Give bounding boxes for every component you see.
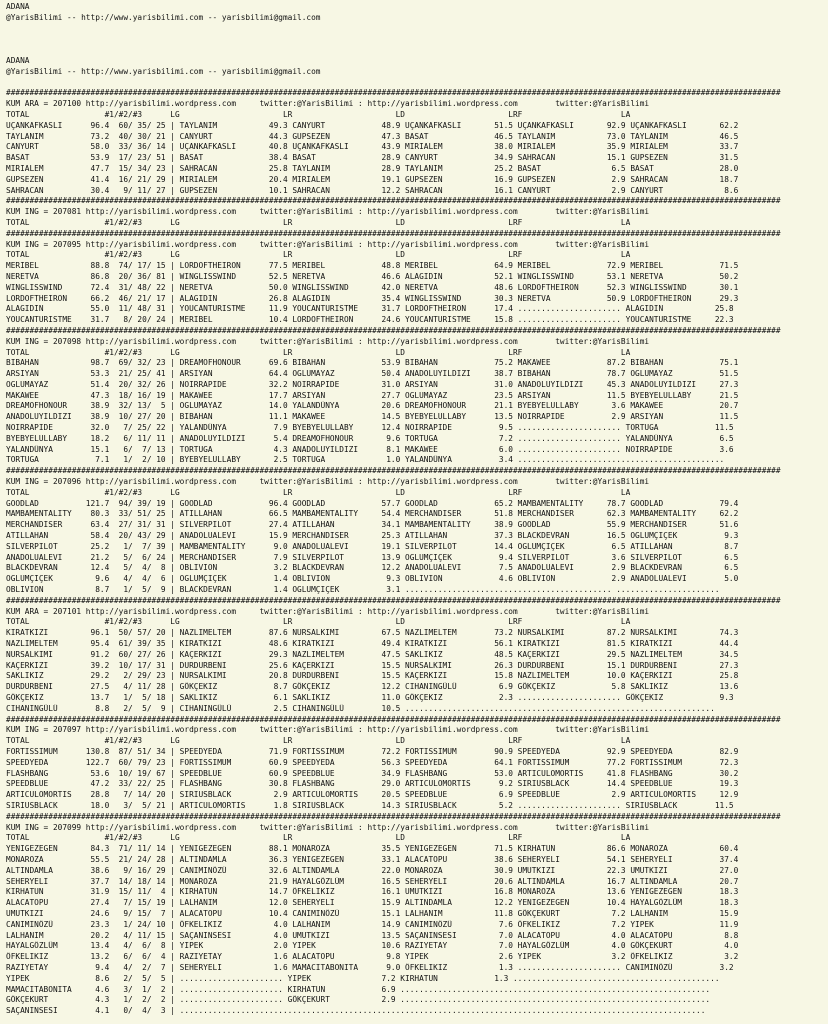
table-row: MERCHANDISER 63.4 27/ 31/ 31 | SILVERPILOT 27.4 ATILLAHAN 34.1 MAMBAMENTALITY 38.9 GOODLAD 55.9 MERCHANDISER 51.6 xyxy=(6,520,739,530)
table-row: TORTUGA 7.1 1/ 2/ 10 | BYEBYELULLABY 2.5 TORTUGA 1.0 YALANDÜNYA 3.4 ............................................ xyxy=(6,455,725,465)
table-row: BIBAHAN 98.7 69/ 32/ 23 | DREAMOFHONOUR 69.6 BIBAHAN 53.9 BIBAHAN 75.2 MAKAWEE 87.2 BIBAHAN 75.1 xyxy=(6,358,739,368)
table-row: GUPSEZEN 41.4 16/ 21/ 29 | MIRIALEM 20.4 MIRIALEM 19.1 GUPSEZEN 16.9 GUPSEZEN 2.9 SAHRACAN 18.7 xyxy=(6,174,739,184)
race-header: KUM ING = 207081 http://yarisbilimi.wordpress.com twitter:@YarisBilimi : http://yarisbilimi.wordpress.com twitter:@YarisBilimi xyxy=(6,207,650,217)
column-header-row: TOTAL #1/#2/#3 LG LR LD LRF LA xyxy=(6,250,631,260)
table-row: GOODLAD 121.7 94/ 39/ 19 | GOODLAD 96.4 GOODLAD 57.7 GOODLAD 65.2 MAMBAMENTALITY 78.7 GOODLAD 79.4 xyxy=(6,498,739,508)
table-row: NOIRRAPIDE 32.0 7/ 25/ 22 | YALANDÜNYA 7.9 BYEBYELULLABY 12.4 NOIRRAPIDE 9.5 ...................... TORTUGA 11.5 xyxy=(6,423,734,433)
race-header: KUM ARA = 207101 http://yarisbilimi.wordpress.com twitter:@YarisBilimi : http://yarisbilimi.wordpress.com twitter:@YarisBilimi xyxy=(6,606,650,616)
table-row: DREAMOFHONOUR 38.9 32/ 13/ 5 | OGLUMAYAZ 14.0 YALANDÜNYA 20.6 DREAMOFHONOUR 21.1 BYEBYELULLABY 3.6 MAKAWEE 20.7 xyxy=(6,401,739,411)
table-row: SAÇANINSESI 4.1 0/ 4/ 3 | ................................................................................................................ xyxy=(6,1006,706,1016)
city-title: ADANA xyxy=(6,55,30,65)
table-row: MERIBEL 88.8 74/ 17/ 15 | LORDOFTHEIRON 77.5 MERIBEL 48.8 MERIBEL 64.9 MERIBEL 72.9 MERIBEL 71.5 xyxy=(6,261,739,271)
race-header: KUM ING = 207095 http://yarisbilimi.wordpress.com twitter:@YarisBilimi : http://yarisbilimi.wordpress.com twitter:@YarisBilimi xyxy=(6,239,650,249)
table-row: NURSALKIMI 91.2 60/ 27/ 26 | KAÇERKIZI 29.3 NAZLIMELTEM 47.5 SAKLIKIZ 48.5 KAÇERKIZI 29.5 NAZLIMELTEM 34.5 xyxy=(6,649,739,659)
table-row: KIRHATUN 31.9 15/ 11/ 4 | KIRHATUN 14.7 ÖFKELIKIZ 16.1 UMUTKIZI 16.8 MONAROZA 13.6 YENIGEZEGEN 18.3 xyxy=(6,887,739,897)
table-row: ALTINDAMLA 38.6 9/ 16/ 29 | CANIMINÖZÜ 32.6 ALTINDAMLA 22.0 MONAROZA 30.9 UMUTKIZI 22.3 UMUTKIZI 27.0 xyxy=(6,865,739,875)
race-header: KUM ARA = 207100 http://yarisbilimi.wordpress.com twitter:@YarisBilimi : http://yarisbilimi.wordpress.com twitter:@YarisBilimi xyxy=(6,99,650,109)
blank-line xyxy=(6,34,828,45)
table-row: GÖKÇEKURT 4.3 1/ 2/ 2 | ...................... GÖKÇEKURT 2.9 .................................................................. xyxy=(6,995,711,1005)
table-row: YOUCANTURISTME 31.7 8/ 20/ 24 | MERIBEL 10.4 LORDOFTHEIRON 24.6 YOUCANTURISTME 15.8 ...................... YOUCANTURISTME 22.3 xyxy=(6,315,734,325)
blank-line xyxy=(6,78,828,89)
table-row: OGLUMÇIÇEK 9.6 4/ 4/ 6 | OGLUMÇIÇEK 1.4 OBLIVION 9.3 OBLIVION 4.6 OBLIVION 2.9 ANADOLUALEVI 5.0 xyxy=(6,574,739,584)
race-header: KUM ING = 207099 http://yarisbilimi.wordpress.com twitter:@YarisBilimi : http://yarisbilimi.wordpress.com twitter:@YarisBilimi xyxy=(6,822,650,832)
table-row: ANADOLUALEVI 21.2 5/ 6/ 24 | MERCHANDISER 7.9 SILVERPILOT 13.9 OGLUMÇIÇEK 9.4 SILVERPILOT 3.6 SILVERPILOT 6.5 xyxy=(6,552,739,562)
table-row: SPEEDYEDA 122.7 60/ 79/ 23 | FORTISSIMUM 60.9 SPEEDYEDA 56.3 SPEEDYEDA 64.1 FORTISSIMUM 77.2 FORTISSIMUM 72.3 xyxy=(6,757,739,767)
table-row: NAZLIMELTEM 95.4 61/ 39/ 35 | KIRATKIZI 48.6 KIRATKIZI 49.4 KIRATKIZI 56.1 KIRATKIZI 81.5 KIRATKIZI 44.4 xyxy=(6,639,739,649)
section-divider: ##################################################################################################################################################################### xyxy=(6,196,781,206)
table-row: BYEBYELULLABY 18.2 6/ 11/ 11 | ANADOLUYILDIZI 5.4 DREAMOFHONOUR 9.6 TORTUGA 7.2 ...................... YALANDÜNYA 6.5 xyxy=(6,433,734,443)
table-row: ARSIYAN 53.3 21/ 25/ 41 | ARSIYAN 64.4 OGLUMAYAZ 50.4 ANADOLUYILDIZI 38.7 BIBAHAN 78.7 OGLUMAYAZ 51.5 xyxy=(6,369,739,379)
table-row: MAMBAMENTALITY 80.3 33/ 51/ 25 | ATILLAHAN 66.5 MAMBAMENTALITY 54.4 MERCHANDISER 51.8 MERCHANDISER 62.3 MAMBAMENTALITY 62.2 xyxy=(6,509,739,519)
table-row: HAYALGÖZLÜM 13.4 4/ 6/ 8 | YIPEK 2.0 YIPEK 10.6 RAZIYETAY 7.0 HAYALGÖZLÜM 4.0 GÖKÇEKURT 4.0 xyxy=(6,941,739,951)
table-row: ÖFKELIKIZ 13.2 6/ 6/ 4 | RAZIYETAY 1.6 ALACATOPU 9.8 YIPEK 2.6 YIPEK 3.2 ÖFKELIKIZ 3.2 xyxy=(6,952,739,962)
section-divider: ##################################################################################################################################################################### xyxy=(6,811,781,821)
table-row: YALANDÜNYA 15.1 6/ 7/ 13 | TORTUGA 4.3 ANADOLUYILDIZI 8.1 MAKAWEE 6.0 ...................... NOIRRAPIDE 3.6 xyxy=(6,444,734,454)
column-header-row: TOTAL #1/#2/#3 LG LR LD LRF LA xyxy=(6,217,631,227)
section-divider: ##################################################################################################################################################################### xyxy=(6,595,781,605)
table-row: SIRIUSBLACK 18.0 3/ 5/ 21 | ARTICULOMORTIS 1.8 SIRIUSBLACK 14.3 SIRIUSBLACK 5.2 ...................... SIRIUSBLACK 11.5 xyxy=(6,800,734,810)
column-header-row: TOTAL #1/#2/#3 LG LR LD LRF LA xyxy=(6,736,631,746)
table-row: YIPEK 8.6 2/ 5/ 5 | ...................... YIPEK 7.2 KIRHATUN 1.3 ............................................ xyxy=(6,973,720,983)
table-row: KAÇERKIZI 39.2 10/ 17/ 31 | DURDURBENI 25.6 KAÇERKIZI 15.5 NURSALKIMI 26.3 DURDURBENI 15.1 DURDURBENI 27.3 xyxy=(6,660,739,670)
table-row: FORTISSIMUM 130.8 87/ 51/ 34 | SPEEDYEDA 71.9 FORTISSIMUM 72.2 FORTISSIMUM 90.9 SPEEDYEDA 92.9 SPEEDYEDA 82.9 xyxy=(6,746,739,756)
blank-line xyxy=(6,24,828,35)
table-row: ALACATOPU 27.4 7/ 15/ 19 | LALHANIM 12.0 SEHERYELI 15.9 ALTINDAMLA 12.2 YENIGEZEGEN 10.4 HAYALGÖZLÜM 18.3 xyxy=(6,898,739,908)
table-row: DURDURBENI 27.5 4/ 11/ 28 | GÖKÇEKIZ 8.7 GÖKÇEKIZ 12.2 CIHANINGÜLÜ 6.9 GÖKÇEKIZ 5.8 SAKLIKIZ 13.6 xyxy=(6,682,739,692)
blank-line xyxy=(6,45,828,56)
table-row: LALHANIM 20.2 4/ 11/ 15 | SAÇANINSESI 4.0 UMUTKIZI 13.5 SAÇANINSESI 7.0 ALACATOPU 4.0 ALACATOPU 8.8 xyxy=(6,930,739,940)
table-row: MAMACITABONITA 4.6 3/ 1/ 2 | ...................... KIRHATUN 6.9 .................................................................. xyxy=(6,984,711,994)
column-header-row: TOTAL #1/#2/#3 LG LR LD LRF LA xyxy=(6,833,631,843)
race-header: KUM ING = 207096 http://yarisbilimi.wordpress.com twitter:@YarisBilimi : http://yarisbilimi.wordpress.com twitter:@YarisBilimi xyxy=(6,477,650,487)
table-row: UÇANKAFKASLI 96.4 60/ 35/ 25 | TAYLANIM 49.3 CANYURT 48.9 UÇANKAFKASLI 51.5 UÇANKAFKASLI 92.9 UÇANKAFKASLI 62.2 xyxy=(6,120,739,130)
race-header: KUM ING = 207097 http://yarisbilimi.wordpress.com twitter:@YarisBilimi : http://yarisbilimi.wordpress.com twitter:@YarisBilimi xyxy=(6,725,650,735)
table-row: CANYURT 58.0 33/ 36/ 14 | UÇANKAFKASLI 40.8 UÇANKAFKASLI 43.9 MIRIALEM 38.0 MIRIALEM 35.9 MIRIALEM 33.7 xyxy=(6,142,739,152)
table-row: GÖKÇEKIZ 13.7 1/ 5/ 18 | SAKLIKIZ 6.1 SAKLIKIZ 11.0 GÖKÇEKIZ 2.3 ...................... GÖKÇEKIZ 9.3 xyxy=(6,693,734,702)
table-row: OGLUMAYAZ 51.4 20/ 32/ 26 | NOIRRAPIDE 32.2 NOIRRAPIDE 31.0 ARSIYAN 31.0 ANADOLUYILDIZI 45.3 ANADOLUYILDIZI 27.3 xyxy=(6,379,739,389)
table-row: CIHANINGÜLÜ 8.8 2/ 5/ 9 | CIHANINGÜLÜ 2.5 CIHANINGÜLÜ 10.5 .................................................................. xyxy=(6,703,715,713)
table-row: WINGLISSWIND 72.4 31/ 48/ 22 | NERETVA 50.0 WINGLISSWIND 42.0 NERETVA 48.6 LORDOFTHEIRON 52.3 WINGLISSWIND 30.1 xyxy=(6,282,739,292)
table-row: NERETVA 86.8 20/ 36/ 81 | WINGLISSWIND 52.5 NERETVA 46.6 ALAGIDIN 52.1 WINGLISSWIND 53.1 NERETVA 50.2 xyxy=(6,271,739,281)
table-row: CANIMINÖZÜ 23.3 1/ 24/ 10 | ÖFKELIKIZ 4.0 LALHANIM 14.9 CANIMINÖZÜ 7.6 ÖFKELIKIZ 7.2 YIPEK 11.9 xyxy=(6,919,739,929)
table-row: BASAT 53.9 17/ 23/ 51 | BASAT 38.4 BASAT 28.9 CANYURT 34.9 SAHRACAN 15.1 GUPSEZEN 31.5 xyxy=(6,153,739,163)
contact-line: @YarisBilimi -- http://www.yarisbilimi.com -- yarisbilimi@gmail.com xyxy=(6,66,321,76)
table-row: LORDOFTHEIRON 66.2 46/ 21/ 17 | ALAGIDIN 26.8 ALAGIDIN 35.4 WINGLISSWIND 30.3 NERETVA 50.9 LORDOFTHEIRON 29.3 xyxy=(6,293,739,303)
table-row: KIRATKIZI 96.1 50/ 57/ 20 | NAZLIMELTEM 87.6 NURSALKIMI 67.5 NAZLIMELTEM 73.2 NURSALKIMI 87.2 NURSALKIMI 74.3 xyxy=(6,628,739,638)
section-divider: ##################################################################################################################################################################### xyxy=(6,88,781,98)
section-divider: ##################################################################################################################################################################### xyxy=(6,714,781,724)
table-row: SILVERPILOT 25.2 1/ 7/ 39 | MAMBAMENTALITY 9.0 ANADOLUALEVI 19.1 SILVERPILOT 14.4 OGLUMÇIÇEK 6.5 ATILLAHAN 8.7 xyxy=(6,541,739,551)
column-header-row: TOTAL #1/#2/#3 LG LR LD LRF LA xyxy=(6,109,631,119)
table-row: UMUTKIZI 24.6 9/ 15/ 7 | ALACATOPU 10.4 CANIMINÖZÜ 15.1 LALHANIM 11.8 GÖKÇEKURT 7.2 LALHANIM 15.9 xyxy=(6,908,739,918)
table-row: SAHRACAN 30.4 9/ 11/ 27 | GUPSEZEN 10.1 SAHRACAN 12.2 SAHRACAN 16.1 CANYURT 2.9 CANYURT 8.6 xyxy=(6,185,739,195)
table-row: ARTICULOMORTIS 28.8 7/ 14/ 20 | SIRIUSBLACK 2.9 ARTICULOMORTIS 20.5 SPEEDBLUE 6.9 SPEEDBLUE 2.9 ARTICULOMORTIS 12.9 xyxy=(6,790,739,800)
table-row: FLASHBANG 53.6 10/ 19/ 67 | SPEEDBLUE 60.9 SPEEDBLUE 34.9 FLASHBANG 53.0 ARTICULOMORTIS 41.8 FLASHBANG 30.2 xyxy=(6,768,739,778)
section-divider: ##################################################################################################################################################################### xyxy=(6,228,781,238)
table-row: ALAGIDIN 55.0 11/ 48/ 31 | YOUCANTURISTME 11.9 YOUCANTURISTME 31.7 LORDOFTHEIRON 17.4 ...................... ALAGIDIN 25.8 xyxy=(6,304,734,314)
table-row: TAYLANIM 73.2 40/ 30/ 21 | CANYURT 44.3 GUPSEZEN 47.3 BASAT 46.5 TAYLANIM 73.0 TAYLANIM 46.5 xyxy=(6,131,739,141)
column-header-row: TOTAL #1/#2/#3 LG LR LD LRF LA xyxy=(6,617,631,627)
section-divider: ##################################################################################################################################################################### xyxy=(6,466,781,476)
table-row: ANADOLUYILDIZI 38.9 10/ 27/ 20 | BIBAHAN 11.1 MAKAWEE 14.5 BYEBYELULLABY 13.5 NOIRRAPIDE 2.9 ARSIYAN 11.5 xyxy=(6,412,739,422)
table-row: SAKLIKIZ 29.2 2/ 29/ 23 | NURSALKIMI 20.8 DURDURBENI 15.5 KAÇERKIZI 15.8 NAZLIMELTEM 10.0 KAÇERKIZI 25.8 xyxy=(6,671,739,681)
table-row: SEHERYELI 37.7 14/ 18/ 14 | MONAROZA 21.9 HAYALGÖZLÜM 16.5 SEHERYELI 20.6 ALTINDAMLA 16.7 ALTINDAMLA 20.7 xyxy=(6,876,739,886)
section-divider: ##################################################################################################################################################################### xyxy=(6,325,781,335)
column-header-row: TOTAL #1/#2/#3 LG LR LD LRF LA xyxy=(6,347,631,357)
city-title: ADANA xyxy=(6,2,30,11)
table-row: ATILLAHAN 58.4 20/ 43/ 29 | ANADOLUALEVI 15.9 MERCHANDISER 25.3 ATILLAHAN 37.3 BLACKDEVRAN 16.5 OGLUMÇIÇEK 9.3 xyxy=(6,531,739,541)
table-row: MIRIALEM 47.7 15/ 34/ 23 | SAHRACAN 25.8 TAYLANIM 28.9 TAYLANIM 25.2 BASAT 6.5 BASAT 28.0 xyxy=(6,163,739,173)
table-row: BLACKDEVRAN 12.4 5/ 4/ 8 | OBLIVION 3.2 BLACKDEVRAN 12.2 ANADOLUALEVI 7.5 ANADOLUALEVI 2.9 BLACKDEVRAN 6.5 xyxy=(6,563,739,573)
race-header: KUM ING = 207098 http://yarisbilimi.wordpress.com twitter:@YarisBilimi : http://yarisbilimi.wordpress.com twitter:@YarisBilimi xyxy=(6,336,650,346)
table-row: OBLIVION 8.7 1/ 5/ 9 | BLACKDEVRAN 1.4 OGLUMÇIÇEK 3.1 ............................................ ...................... xyxy=(6,585,720,595)
table-row: MAKAWEE 47.3 18/ 16/ 19 | MAKAWEE 17.7 ARSIYAN 27.7 OGLUMAYAZ 23.5 ARSIYAN 11.5 BYEBYELULLABY 21.5 xyxy=(6,390,739,400)
table-row: RAZIYETAY 9.4 4/ 2/ 7 | SEHERYELI 1.6 MAMACITABONITA 9.0 ÖFKELIKIZ 1.3 ...................... CANIMINÖZÜ 3.2 xyxy=(6,962,734,972)
table-row: SPEEDBLUE 47.2 33/ 22/ 25 | FLASHBANG 30.8 FLASHBANG 29.0 ARTICULOMORTIS 9.2 SIRIUSBLACK 14.4 SPEEDBLUE 19.3 xyxy=(6,779,739,789)
table-row: MONAROZA 55.5 21/ 24/ 28 | ALTINDAMLA 36.3 YENIGEZEGEN 33.1 ALACATOPU 38.6 SEHERYELI 54.1 SEHERYELI 37.4 xyxy=(6,854,739,864)
column-header-row: TOTAL #1/#2/#3 LG LR LD LRF LA xyxy=(6,487,631,497)
contact-line: @YarisBilimi -- http://www.yarisbilimi.com -- yarisbilimi@gmail.com xyxy=(6,12,321,22)
table-row: YENIGEZEGEN 84.3 71/ 11/ 14 | YENIGEZEGEN 88.1 MONAROZA 35.5 YENIGEZEGEN 71.5 KIRHATUN 86.6 MONAROZA 60.4 xyxy=(6,844,739,854)
